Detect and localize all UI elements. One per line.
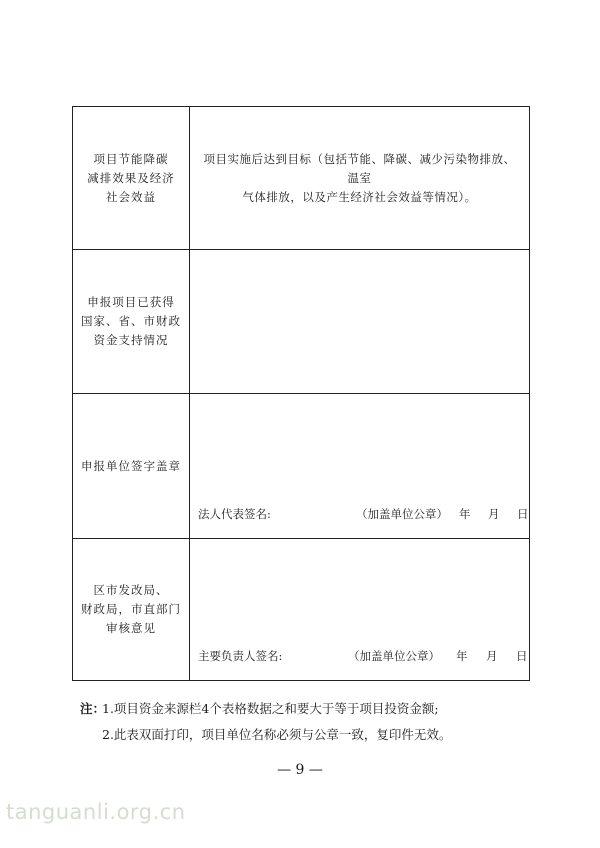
- content-funding-support[interactable]: [190, 250, 530, 394]
- form-row-applicant-signature: [73, 394, 530, 539]
- content-energy-carbon-benefits[interactable]: 项目实施后达到目标（包括节能、降碳、减少污染物排放、温室 气体排放，以及产生经济社会效益等情况）。: [190, 107, 530, 250]
- signer-label: 法人代表签名:: [198, 507, 271, 521]
- label-funding-support: 申报项目已获得 国家、省、市财政 资金支持情况: [73, 250, 190, 394]
- note-item: 注：1.项目资金来源栏4个表格数据之和要大于等于项目投资金额;: [80, 696, 451, 722]
- application-form-table: [72, 106, 530, 681]
- seal-label: （加盖单位公章）: [348, 649, 440, 663]
- form-row-funding-support: [73, 250, 530, 394]
- note-item: 2.此表双面打印，项目单位名称必须与公章一致，复印件无效。: [102, 727, 452, 742]
- notes-heading: 注：: [80, 701, 106, 716]
- signer-label: 主要负责人签名:: [198, 649, 283, 663]
- seal-label: （加盖单位公章）: [356, 507, 448, 521]
- month-label: 月: [488, 507, 500, 521]
- content-review-opinion[interactable]: [190, 539, 530, 681]
- page-number: — 9 —: [277, 762, 323, 778]
- form-row-benefits: [73, 107, 530, 250]
- label-review-opinion: 区市发改局、 财政局，市直部门 审核意见: [73, 539, 190, 681]
- site-watermark: tanguanli.org.cn: [6, 800, 186, 824]
- month-label: 月: [486, 649, 498, 663]
- day-label: 日: [516, 649, 528, 663]
- form-notes: [80, 696, 451, 748]
- year-label: 年: [459, 507, 471, 521]
- content-applicant-signature[interactable]: [190, 394, 530, 539]
- label-energy-carbon-benefits: 项目节能降碳 减排效果及经济 社会效益: [73, 107, 190, 250]
- year-label: 年: [456, 649, 468, 663]
- label-applicant-signature: 申报单位签字盖章: [73, 394, 190, 539]
- form-row-review-opinion: [73, 539, 530, 681]
- day-label: 日: [517, 507, 529, 521]
